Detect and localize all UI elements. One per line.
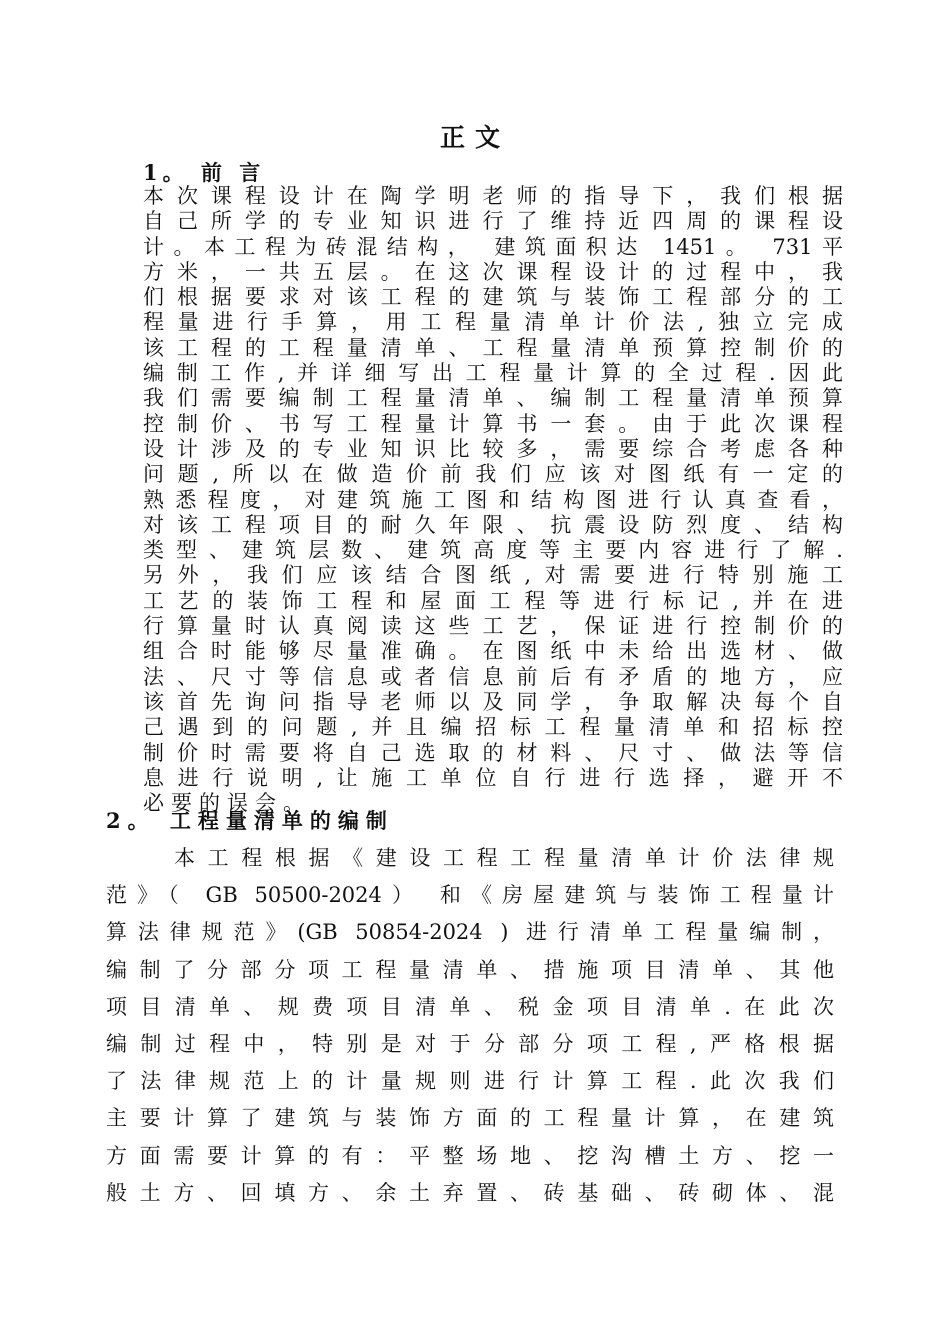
text-line: 主要计算了建筑与装饰方面的工程量计算，在建筑 [106, 1106, 834, 1131]
bill-of-quantities-paragraph [106, 840, 834, 1212]
preface-paragraph [143, 184, 843, 816]
text-line: 算法律规范》(GB 50854-2024 ) 进行清单工程量编制， [106, 920, 834, 945]
text-line: 范》（ GB 50500-2024） 和《房屋建筑与装饰工程量计 [106, 883, 834, 908]
text-line: 行算量时认真阅读这些工艺，保证进行控制价的 [143, 614, 843, 639]
text-line: 编制过程中，特别是对于分部分项工程,严格根据 [106, 1031, 834, 1056]
text-line: 息进行说明,让施工单位自行进行选择，避开不 [143, 765, 843, 790]
text-line: 己遇到的问题,并且编招标工程量清单和招标控 [143, 715, 843, 740]
document-title: 正文 [439, 123, 510, 152]
text-line: 另外，我们应该结合图纸,对需要进行特别施工 [143, 563, 843, 588]
text-line: 制价时需要将自己选取的材料、尺寸、做法等信 [143, 740, 843, 765]
text-line: 本工程根据《建设工程工程量清单计价法律规 [174, 846, 834, 870]
text-line: 类型、建筑层数、建筑高度等主要内容进行了解. [143, 538, 843, 563]
text-line: 了法律规范上的计量规则进行计算工程.此次我们 [106, 1069, 834, 1094]
text-line: 该工程的工程量清单、工程量清单预算控制价的 [143, 335, 843, 360]
text-line: 设计涉及的专业知识比较多，需要综合考虑各种 [143, 436, 843, 461]
text-line: 本次课程设计在陶学明老师的指导下，我们根据 [143, 184, 843, 208]
text-line: 我们需要编制工程量清单、编制工程量清单预算 [143, 386, 843, 411]
text-line: 般土方、回填方、余土弃置、砖基础、砖砌体、混 [106, 1180, 834, 1205]
section-heading-bill-of-quantities: 2。 工程量清单的编制 [106, 808, 394, 833]
text-line: 方面需要计算的有：平整场地、挖沟槽土方、挖一 [106, 1143, 834, 1168]
text-line: 必要的误会。 [143, 791, 311, 816]
text-line: 组合时能够尽量准确。在图纸中未给出选材、做 [143, 639, 843, 664]
text-line: 编制工作,并详细写出工程量计算的全过程.因此 [143, 361, 843, 386]
section-heading-preface: 1。 前 言 [143, 160, 266, 185]
text-line: 对该工程项目的耐久年限、抗震设防烈度、结构 [143, 512, 843, 537]
text-line: 工艺的装饰工程和屋面工程等进行标记,并在进 [143, 588, 843, 613]
text-line: 该首先询问指导老师以及同学，争取解决每个自 [143, 689, 843, 714]
text-line: 方米，一共五层。在这次课程设计的过程中，我 [143, 259, 843, 284]
text-line: 计。本工程为砖混结构， 建筑面积达 1451。 731平 [143, 234, 843, 259]
text-line: 程量进行手算，用工程量清单计价法,独立完成 [143, 310, 843, 335]
text-line: 编制了分部分项工程量清单、措施项目清单、其他 [106, 957, 834, 982]
text-line: 项目清单、规费项目清单、税金项目清单.在此次 [106, 994, 834, 1019]
text-line: 问题,所以在做造价前我们应该对图纸有一定的 [143, 462, 843, 487]
text-line: 熟悉程度，对建筑施工图和结构图进行认真查看， [143, 487, 843, 512]
text-line: 法、尺寸等信息或者信息前后有矛盾的地方，应 [143, 664, 843, 689]
text-line: 自己所学的专业知识进行了维持近四周的课程设 [143, 209, 843, 234]
text-line: 们根据要求对该工程的建筑与装饰工程部分的工 [143, 285, 843, 310]
text-line: 控制价、书写工程量计算书一套。由于此次课程 [143, 411, 843, 436]
